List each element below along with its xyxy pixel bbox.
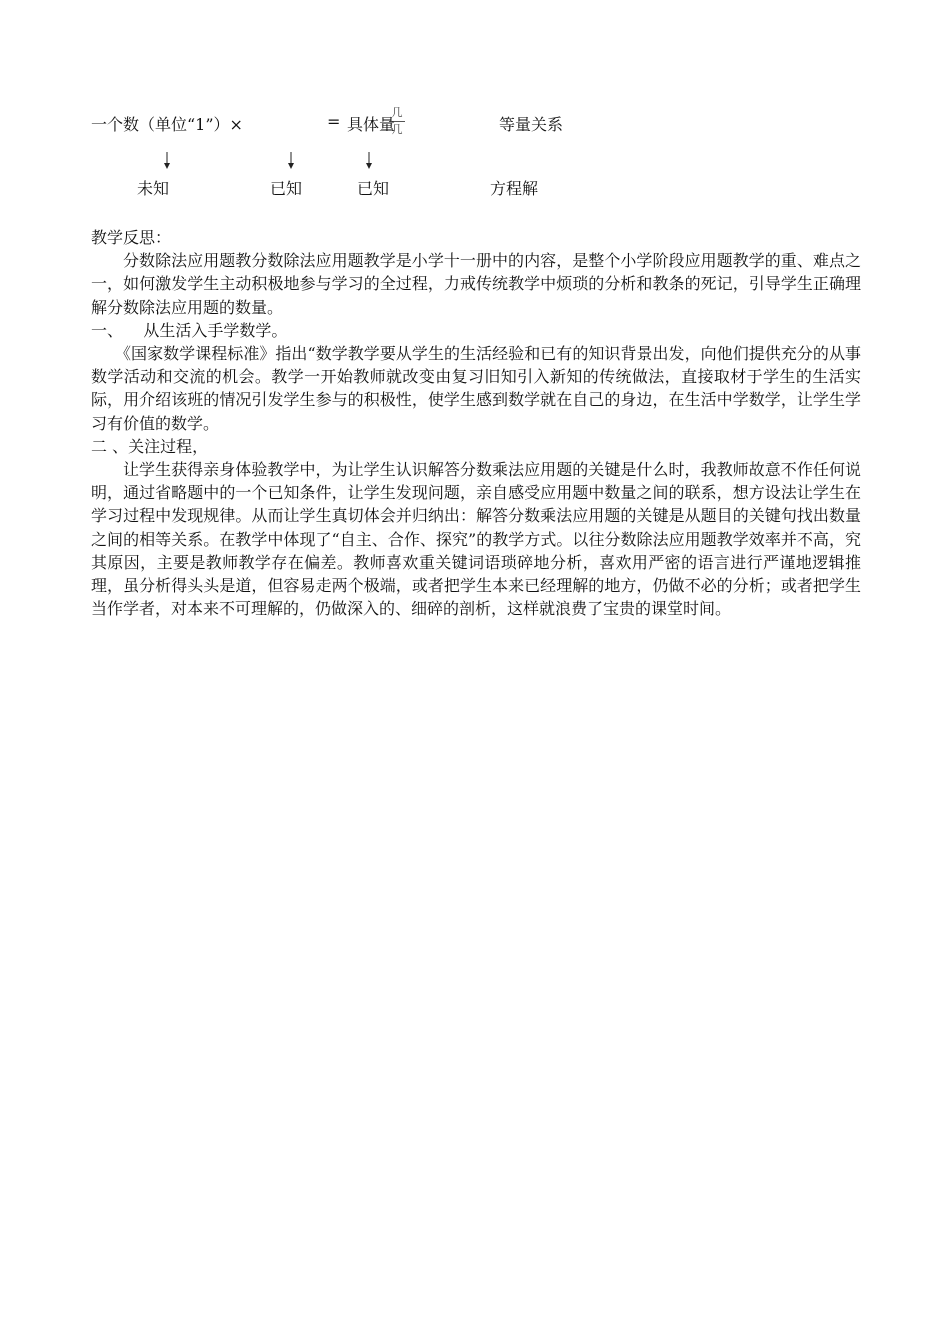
- section-2-heading: 二 、关注过程，: [91, 436, 209, 456]
- formula-relation: 等量关系: [499, 115, 564, 134]
- label-known-2: 已知: [357, 179, 390, 198]
- fraction-denominator: 几: [391, 123, 403, 136]
- down-arrow-icon: [364, 151, 374, 171]
- down-arrow-icon: [162, 151, 172, 171]
- reflection-intro: 分数除法应用题教分数除法应用题教学是小学十一册中的内容，是整个小学阶段应用题教学的重、难点之一，如何激发学生主动积极地参与学习的全过程，力戒传统教学中烦琐的分析和教条的死记，引导学生正确理解分数除法应用题的数量。: [91, 251, 861, 317]
- teaching-reflection: [91, 226, 861, 620]
- label-known-1: 已知: [270, 179, 303, 198]
- section-2-text: 让学生获得亲身体验教学中，为让学生认识解答分数乘法应用题的关键是什么时，我教师故意不作任何说明，通过省略题中的一个已知条件，让学生发现问题，亲自感受应用题中数量之间的联系，想方设法让学生在学习过程中发现规律。从而让学生真切体会并归纳出：解答分数乘法应用题的关键是从题目的关键句找出数量之间的相等关系。在教学中体现了“自主、合作、探究”的教学方式。以往分数除法应用题教学效率并不高，究其原因，主要是教师教学存在偏差。教师喜欢重关键词语琐碎地分析，喜欢用严密的语言进行严谨地逻辑推理，虽分析得头头是道，但容易走两个极端，或者把学生本来已经理解的地方，仍做不必的分析；或者把学生当作学者，对本来不可理解的，仍做深入的、细碎的剖析，这样就浪费了宝贵的课堂时间。: [91, 460, 861, 619]
- formula-labels: [0, 176, 950, 202]
- equation-formula: [91, 108, 871, 148]
- label-equation-solution: 方程解: [490, 179, 539, 198]
- formula-equals: =: [327, 112, 341, 131]
- section-1-text: 《国家数学课程标准》指出“数学教学要从学生的生活经验和已有的知识背景出发，向他们提供充分的从事数学活动和交流的机会。教学一开始教师就改变由复习旧知引入新知的传统做法，直接取材于学生的生活实际，用介绍该班的情况引发学生参与的积极性，使学生感到数学就在自己的身边，在生活中学数学，让学生学习有价值的数学。: [91, 344, 861, 433]
- formula-left-term: 一个数（单位“1”）×: [91, 115, 243, 134]
- fraction-numerator: 几: [391, 106, 403, 119]
- label-unknown: 未知: [137, 179, 170, 198]
- down-arrow-icon: [286, 151, 296, 171]
- reflection-title: 教学反思：: [91, 228, 172, 247]
- formula-result: 具体量: [347, 115, 396, 134]
- section-1-heading: 一、 从生活入手学数学。: [91, 320, 288, 340]
